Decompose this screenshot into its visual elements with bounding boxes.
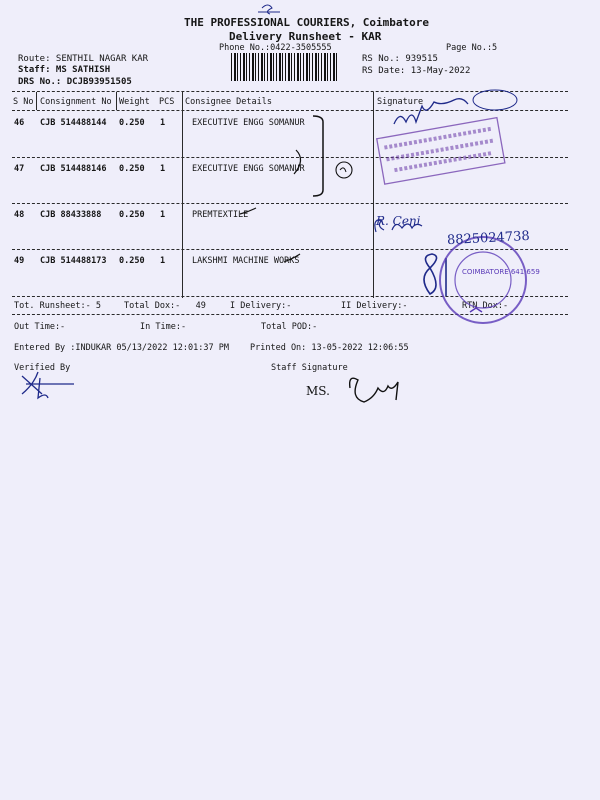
- phone-number: Phone No.:0422-3505555: [219, 43, 332, 53]
- row-weight: 0.250: [119, 164, 145, 174]
- entered-by: Entered By :INDUKAR 05/13/2022 12:01:37 PM: [14, 343, 229, 353]
- handwritten-phone: 8825024738: [446, 228, 531, 249]
- page-number: Page No.:5: [446, 43, 498, 53]
- drs-number: DRS No.: DCJB93951505: [18, 77, 132, 87]
- total-pod: Total POD:-: [261, 322, 318, 332]
- header-weight: Weight: [119, 97, 150, 107]
- route-label: Route: SENTHIL NAGAR KAR: [18, 54, 149, 64]
- company-name: THE PROFESSIONAL COURIERS, Coimbatore: [184, 16, 430, 29]
- staff-label: Staff: MS SATHISH: [18, 65, 111, 75]
- row-consignee: EXECUTIVE ENGG SOMANUR: [192, 118, 305, 128]
- runsheet-title: Delivery Runsheet - KAR: [229, 30, 382, 43]
- total-dox: Total Dox:- 49: [124, 301, 206, 311]
- out-time: Out Time:-: [14, 322, 66, 332]
- rs-number: RS No.: 939515: [362, 54, 438, 64]
- row-pcs: 1: [160, 118, 166, 128]
- printed-on: Printed On: 13-05-2022 12:06:55: [250, 343, 409, 353]
- row-pcs: 1: [160, 210, 166, 220]
- i-delivery: I Delivery:-: [230, 301, 292, 311]
- row-consignee: EXECUTIVE ENGG SOMANUR: [192, 164, 305, 174]
- staff-signature-label: Staff Signature: [271, 363, 348, 373]
- row-consignment: CJB 514488146: [40, 164, 107, 174]
- header-consignee: Consignee Details: [185, 97, 272, 107]
- handwritten-signature-row48: R. Ceni: [376, 214, 421, 228]
- verified-by: Verified By: [14, 363, 71, 373]
- stamp-inner-text: COIMBATORE 641 659: [462, 268, 540, 276]
- ii-delivery: II Delivery:-: [341, 301, 408, 311]
- rs-date: RS Date: 13-May-2022: [362, 66, 471, 76]
- row-weight: 0.250: [119, 210, 145, 220]
- header-consignment: Consignment No: [40, 97, 112, 107]
- row-consignment: CJB 514488173: [40, 256, 107, 266]
- row-consignee: LAKSHMI MACHINE WORKS: [192, 256, 300, 266]
- row-pcs: 1: [160, 256, 166, 266]
- row-weight: 0.250: [119, 118, 145, 128]
- row-sno: 49: [14, 256, 25, 266]
- handwritten-staff-name: MS.: [306, 384, 330, 398]
- header-signature: Signature: [377, 97, 424, 107]
- header-sno: S No: [13, 97, 34, 107]
- row-weight: 0.250: [119, 256, 145, 266]
- total-runsheet: Tot. Runsheet:- 5: [14, 301, 101, 311]
- row-pcs: 1: [160, 164, 166, 174]
- in-time: In Time:-: [140, 322, 187, 332]
- row-consignment: CJB 88433888: [40, 210, 102, 220]
- row-sno: 48: [14, 210, 25, 220]
- row-sno: 47: [14, 164, 25, 174]
- row-consignment: CJB 514488144: [40, 118, 107, 128]
- row-sno: 46: [14, 118, 25, 128]
- rtn-dox: RTN Dox:-: [462, 301, 509, 311]
- row-consignee: PREMTEXTILE: [192, 210, 249, 220]
- header-pcs: PCS: [159, 97, 175, 107]
